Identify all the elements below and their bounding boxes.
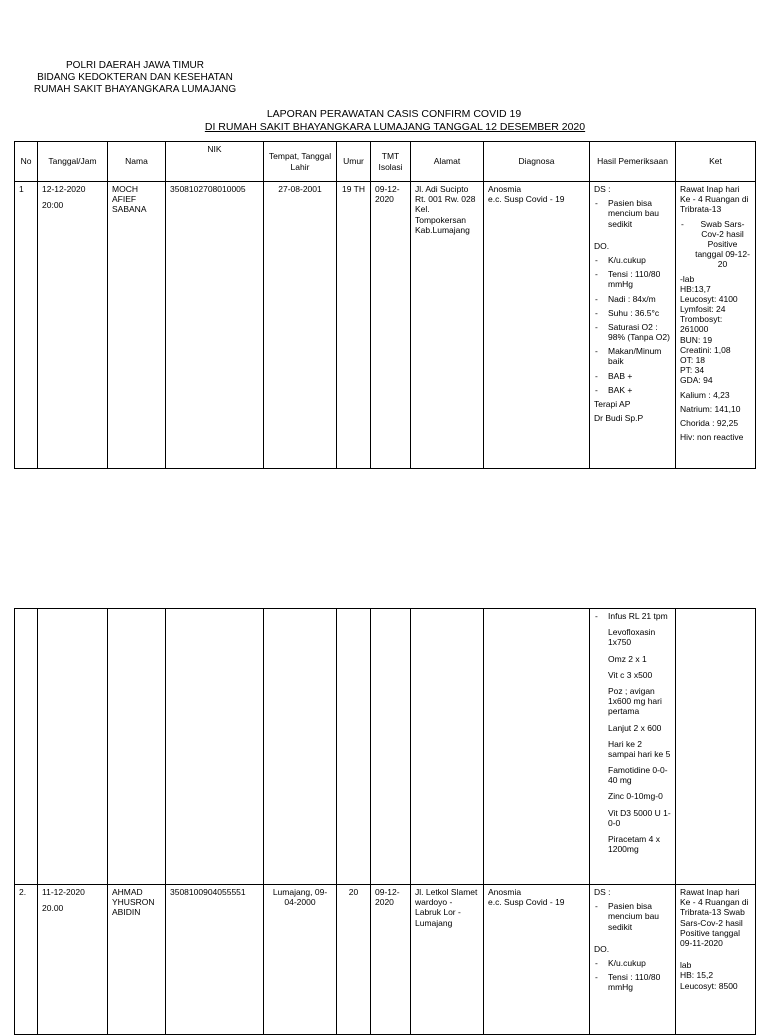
col-header-no: No <box>15 142 38 182</box>
col-header-ttl: Tempat, Tanggal Lahir <box>264 142 337 182</box>
col-header-umur: Umur <box>337 142 371 182</box>
cell-diagnosa <box>484 182 590 469</box>
col-header-hasil: Hasil Pemeriksaan <box>590 142 676 182</box>
table-row <box>15 885 756 1035</box>
list-item: - Tensi : 110/80 mmHg <box>594 269 671 289</box>
diagnosa-line-2: e.c. Susp Covid - 19 <box>488 897 565 908</box>
cell-nik <box>166 609 264 885</box>
report-table <box>14 141 756 469</box>
list-item: Omz 2 x 1 <box>608 653 647 664</box>
ket-hiv: Hiv: non reactive <box>680 432 744 443</box>
list-item: Lanjut 2 x 600 <box>608 722 662 733</box>
list-item: Vit D3 5000 U 1-0-0 <box>608 807 671 828</box>
diagnosa-line-2: e.c. Susp Covid - 19 <box>488 194 565 205</box>
ds-label: DS : <box>594 887 611 897</box>
ket-rawat: Rawat Inap hari Ke - 4 Ruangan di Tribrata-13 Swab Sars-Cov-2 hasil Positive tanggal 09-11-2020 <box>680 887 749 948</box>
list-item: Piracetam 4 x 1200mg <box>608 834 660 855</box>
cell-ttl: Lumajang, 09-04-2000 <box>264 885 337 1035</box>
cell-date: 11-12-2020 <box>42 887 85 897</box>
ket-kalium: Kalium : 4,23 <box>680 389 730 400</box>
do-list <box>594 255 671 395</box>
cell-ket <box>676 885 756 1035</box>
title-line-2: DI RUMAH SAKIT BHAYANGKARA LUMAJANG TANGGAL 12 DESEMBER 2020 <box>204 120 586 133</box>
list-item: Poz ; avigan 1x600 mg hari pertama <box>608 685 662 717</box>
do-list <box>594 958 671 993</box>
list-item: Hari ke 2 sampai hari ke 5 <box>608 738 671 759</box>
institution-header <box>0 60 270 96</box>
cell-alamat <box>411 609 484 885</box>
list-item: Zinc 0-10mg-0 <box>608 791 663 802</box>
col-header-nama: Nama <box>108 142 166 182</box>
cell-tmt <box>371 609 411 885</box>
col-header-tanggal: Tanggal/Jam <box>38 142 108 182</box>
cell-alamat: Jl. Letkol Slamet wardoyo - Labruk Lor - Lumajang <box>411 885 484 1035</box>
cell-diagnosa <box>484 609 590 885</box>
cell-nik: 3508102708010005 <box>166 182 264 469</box>
cell-nama <box>108 609 166 885</box>
ket-natrium: Natrium: 141,10 <box>680 403 741 414</box>
list-item: - Nadi : 84x/m <box>594 294 671 304</box>
ket-lab: -lab HB:13,7 Leucosyt: 4100 Lymfosit: 24 Trombosyt: 261000 BUN: 19 Creatini: 1,08 OT: 18 PT: 34 GDA: 94 <box>680 273 738 386</box>
list-item: - Tensi : 110/80 mmHg <box>594 972 671 992</box>
table-header-row <box>15 142 756 182</box>
cell-tanggal <box>38 885 108 1035</box>
cell-ttl: 27-08-2001 <box>264 182 337 469</box>
cell-tmt: 09-12-2020 <box>371 182 411 469</box>
cell-tmt: 09-12-2020 <box>371 885 411 1035</box>
header-line-2: BIDANG KEDOKTERAN DAN KESEHATAN <box>37 72 233 83</box>
cell-time: 20.00 <box>42 903 64 914</box>
list-item: Famotidine 0-0-40 mg <box>608 765 668 786</box>
ket-swab-list <box>680 219 751 270</box>
ds-list <box>594 198 671 229</box>
cell-hasil <box>590 885 676 1035</box>
ket-chorida: Chorida : 92,25 <box>680 417 739 428</box>
do-label: DO. <box>594 240 610 251</box>
list-item: - Suhu : 36.5°c <box>594 308 671 318</box>
cell-diagnosa <box>484 885 590 1035</box>
table-row <box>15 182 756 469</box>
cell-date: 12-12-2020 <box>42 184 86 194</box>
ket-lab: lab HB: 15,2 Leucosyt: 8500 <box>680 960 738 991</box>
col-header-ket: Ket <box>676 142 756 182</box>
header-line-3: RUMAH SAKIT BHAYANGKARA LUMAJANG <box>33 84 237 95</box>
col-header-diagnosa: Diagnosa <box>484 142 590 182</box>
cell-no: 2. <box>15 885 38 1035</box>
terapi-label: Terapi AP <box>594 399 631 409</box>
cell-no <box>15 609 38 885</box>
list-item: - Pasien bisa mencium bau sedikit <box>594 198 671 229</box>
do-label: DO. <box>594 943 610 954</box>
col-header-alamat: Alamat <box>411 142 484 182</box>
report-title <box>0 108 768 133</box>
cell-nama: MOCH AFIEF SABANA <box>108 182 166 469</box>
list-item: - Pasien bisa mencium bau sedikit <box>594 901 671 932</box>
cell-ket <box>676 182 756 469</box>
therapy-list <box>594 611 671 854</box>
cell-umur: 20 <box>337 885 371 1035</box>
cell-time: 20:00 <box>42 200 64 211</box>
report-table-continued <box>14 608 756 1035</box>
diagnosa-line-1: Anosmia <box>488 184 522 194</box>
cell-nama: AHMAD YHUSRON ABIDIN <box>108 885 166 1035</box>
cell-ttl <box>264 609 337 885</box>
diagnosa-line-1: Anosmia <box>488 887 522 897</box>
list-item: - K/u.cukup <box>594 255 671 265</box>
cell-nik: 3508100904055551 <box>166 885 264 1035</box>
col-header-nik: NIK <box>166 142 264 182</box>
cell-tanggal <box>38 182 108 469</box>
cell-umur <box>337 609 371 885</box>
cell-umur: 19 TH <box>337 182 371 469</box>
list-item: - BAK + <box>594 385 671 395</box>
title-line-1: LAPORAN PERAWATAN CASIS CONFIRM COVID 19 <box>266 108 522 120</box>
list-item: - BAB + <box>594 371 671 381</box>
list-item: Levofloxasin 1x750 <box>608 627 656 648</box>
header-line-1: POLRI DAERAH JAWA TIMUR <box>66 60 204 71</box>
cell-no: 1 <box>15 182 38 469</box>
cell-alamat: Jl. Adi Sucipto Rt. 001 Rw. 028 Kel. Tompokersan Kab.Lumajang <box>411 182 484 469</box>
cell-hasil <box>590 182 676 469</box>
cell-ket <box>676 609 756 885</box>
cell-hasil <box>590 609 676 885</box>
list-item: - K/u.cukup <box>594 958 671 968</box>
cell-tanggal <box>38 609 108 885</box>
col-header-tmt: TMT Isolasi <box>371 142 411 182</box>
list-item: - Saturasi O2 : 98% (Tanpa O2) <box>594 322 671 342</box>
list-item: - Swab Sars-Cov-2 hasil Positive tanggal 09-12-20 <box>680 219 751 270</box>
dokter-name: Dr Budi Sp.P <box>594 413 644 424</box>
table-row <box>15 609 756 885</box>
list-item: - Infus RL 21 tpm <box>594 611 671 621</box>
list-item: Vit c 3 x500 <box>608 669 653 680</box>
ket-rawat: Rawat Inap hari Ke - 4 Ruangan di Tribrata-13 <box>680 184 749 215</box>
ds-list <box>594 901 671 932</box>
list-item: - Makan/Minum baik <box>594 346 671 366</box>
ds-label: DS : <box>594 184 611 194</box>
